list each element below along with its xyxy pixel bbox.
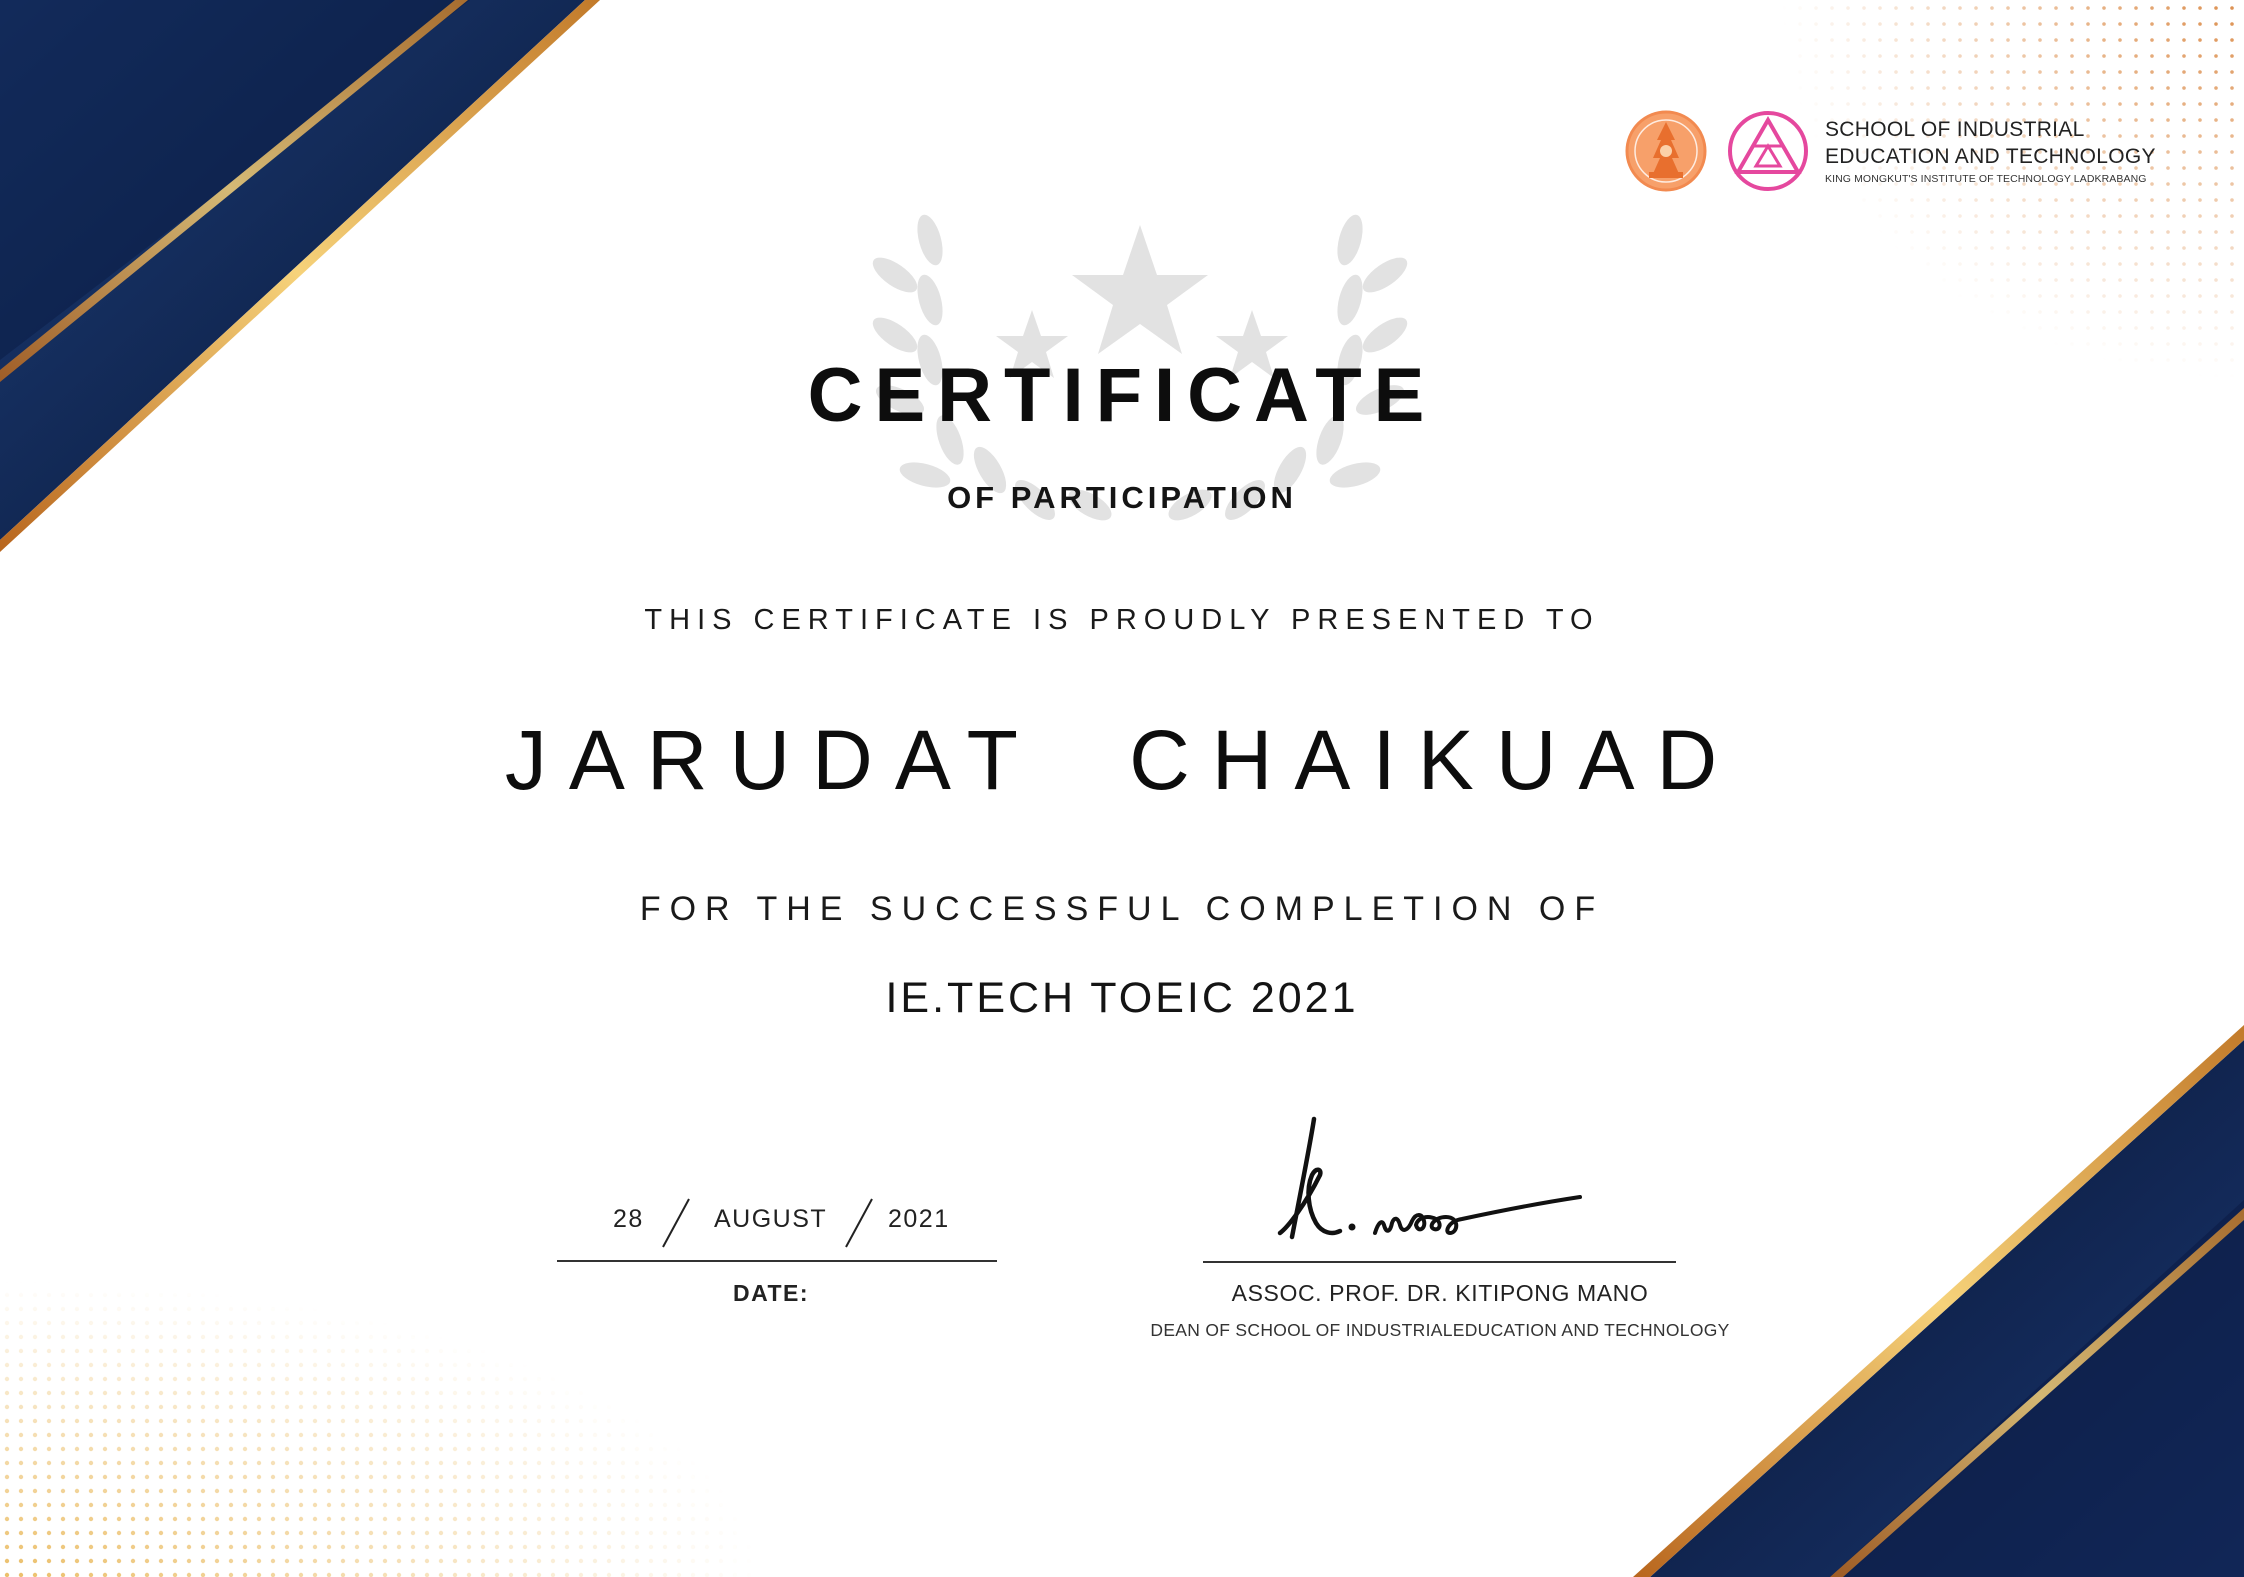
school-name-line1: SCHOOL OF INDUSTRIAL bbox=[1825, 118, 2085, 141]
signatory-title: DEAN OF SCHOOL OF INDUSTRIALEDUCATION AND TECHNOLOGY bbox=[1150, 1320, 1730, 1340]
course-name: IE.TECH TOEIC 2021 bbox=[885, 974, 1359, 1022]
date-label: DATE: bbox=[733, 1280, 810, 1306]
date-separator-icon bbox=[655, 1195, 695, 1250]
certificate-title: CERTIFICATE bbox=[807, 353, 1437, 438]
date-month: AUGUST bbox=[714, 1205, 828, 1233]
certificate-subtitle: OF PARTICIPATION bbox=[947, 480, 1297, 515]
university-seal-logo bbox=[1625, 110, 1707, 192]
date-underline bbox=[557, 1260, 997, 1262]
institute-name: KING MONGKUT'S INSTITUTE OF TECHNOLOGY LADKRABANG bbox=[1825, 173, 2147, 185]
dean-signature-image bbox=[1250, 1105, 1630, 1255]
signatory-name: ASSOC. PROF. DR. KITIPONG MANO bbox=[1231, 1280, 1649, 1306]
school-header bbox=[1625, 110, 2185, 210]
date-separator-icon bbox=[838, 1195, 878, 1250]
signature-underline bbox=[1203, 1261, 1676, 1263]
school-name-line2: EDUCATION AND TECHNOLOGY bbox=[1825, 145, 2156, 168]
date-day: 28 bbox=[613, 1205, 644, 1233]
school-name-block bbox=[1825, 116, 2156, 188]
faculty-triangle-logo bbox=[1727, 110, 1809, 192]
date-year: 2021 bbox=[888, 1205, 950, 1233]
completion-text: FOR THE SUCCESSFUL COMPLETION OF bbox=[639, 890, 1605, 928]
presented-to-text: THIS CERTIFICATE IS PROUDLY PRESENTED TO bbox=[644, 604, 1600, 636]
recipient-name: JARUDAT CHAIKUAD bbox=[504, 713, 1740, 807]
